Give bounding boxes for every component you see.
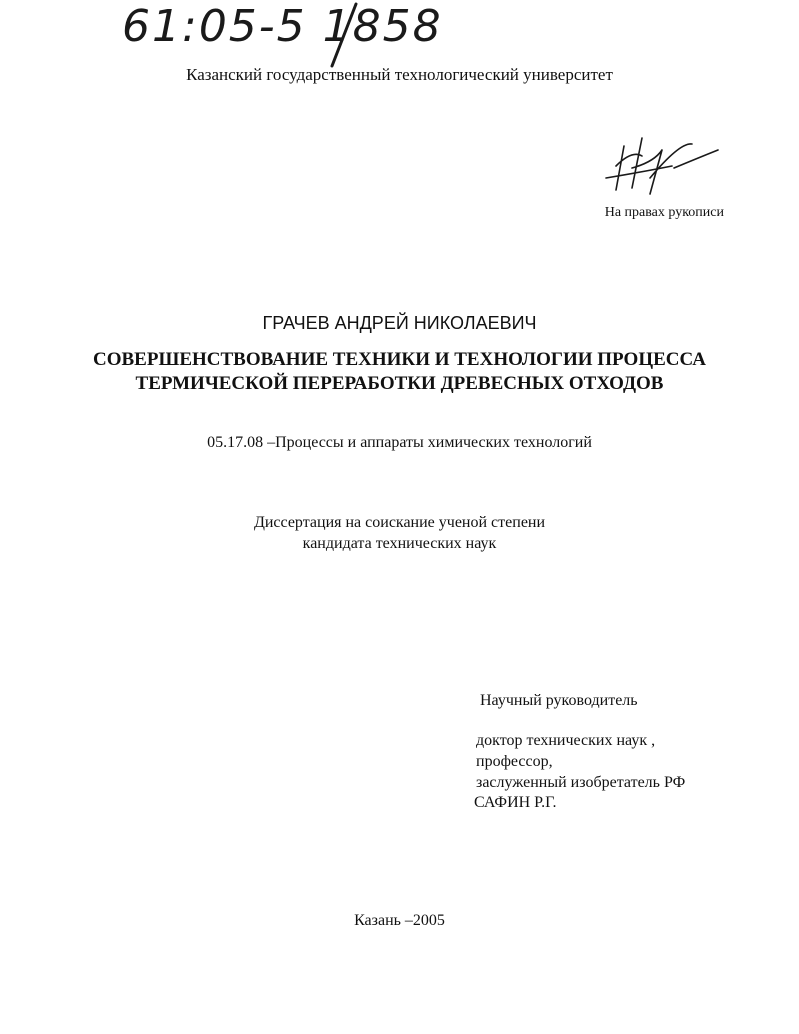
advisor-degree: доктор технических наук , — [476, 732, 656, 749]
stamp-slash-mark — [322, 0, 362, 70]
title-line-1: СОВЕРШЕНСТВОВАНИЕ ТЕХНИКИ И ТЕХНОЛОГИИ ПРОЦЕССА — [93, 349, 706, 370]
specialty-code: 05.17.08 –Процессы и аппараты химических технологий — [207, 434, 592, 451]
manuscript-note: На правах рукописи — [604, 205, 724, 220]
advisor-name: САФИН Р.Г. — [474, 794, 557, 811]
advisor-label: Научный руководитель — [480, 692, 638, 709]
degree-statement — [0, 512, 799, 554]
library-stamp-code: 61:05-5 1858 — [122, 1, 443, 52]
advisor-honor: заслуженный изобретатель РФ — [476, 774, 686, 791]
advisor-credentials — [476, 730, 685, 793]
degree-line-2: кандидата технических наук — [302, 535, 497, 552]
degree-line-1: Диссертация на соискание ученой степени — [253, 514, 546, 531]
author-name: ГРАЧЕВ АНДРЕЙ НИКОЛАЕВИЧ — [262, 313, 537, 333]
dissertation-title — [0, 348, 799, 396]
handwritten-signature — [602, 128, 720, 200]
advisor-rank: профессор, — [476, 753, 553, 770]
title-line-2: ТЕРМИЧЕСКОЙ ПЕРЕРАБОТКИ ДРЕВЕСНЫХ ОТХОДОВ — [135, 373, 664, 394]
university-name: Казанский государственный технологический университет — [186, 65, 613, 84]
city-year: Казань –2005 — [354, 912, 445, 929]
